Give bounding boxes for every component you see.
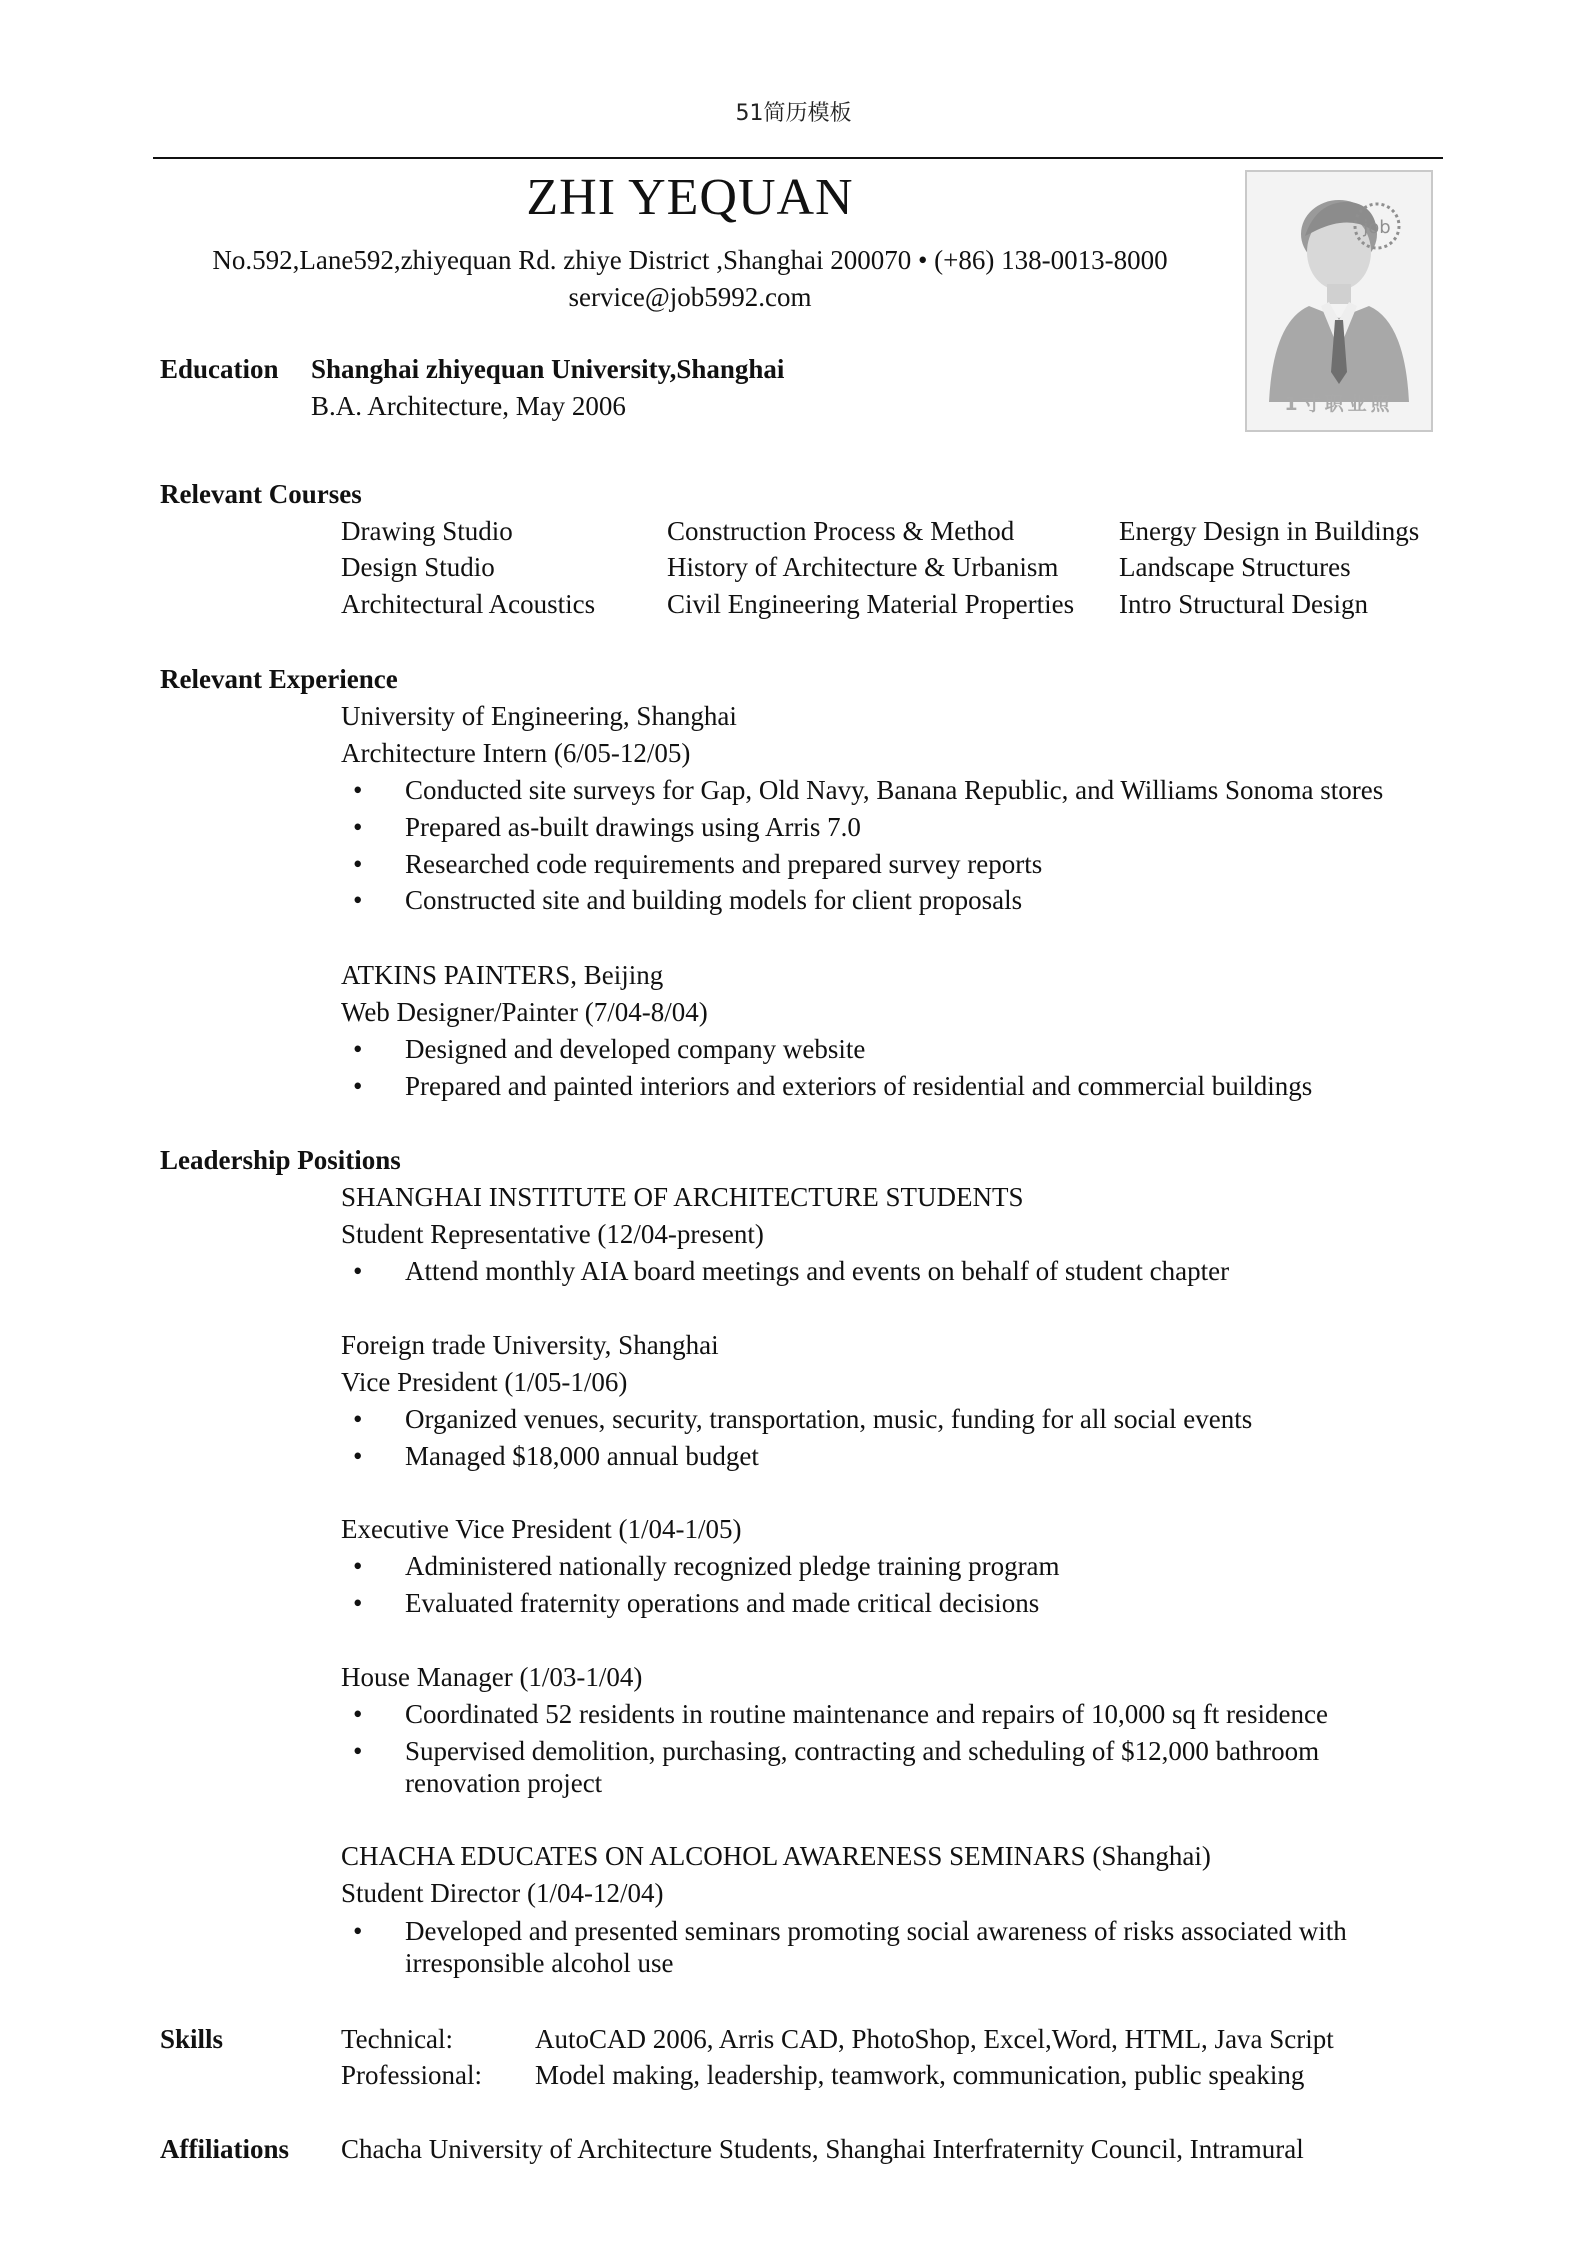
skills-technical: AutoCAD 2006, Arris CAD, PhotoShop, Excel,Word, HTML, Java Script bbox=[535, 2024, 1334, 2054]
experience-org: ATKINS PAINTERS, Beijing bbox=[341, 960, 664, 990]
leadership-org: SHANGHAI INSTITUTE OF ARCHITECTURE STUDENTS bbox=[341, 1182, 1024, 1212]
section-label-courses: Relevant Courses bbox=[160, 479, 362, 509]
section-label-skills: Skills bbox=[160, 2024, 224, 2054]
section-label-leadership: Leadership Positions bbox=[160, 1145, 401, 1175]
leadership-role: Student Representative (12/04-present) bbox=[341, 1219, 764, 1249]
candidate-name: ZHI YEQUAN bbox=[526, 169, 854, 226]
course-item: History of Architecture & Urbanism bbox=[667, 552, 1059, 582]
skills-technical-label: Technical: bbox=[341, 2024, 454, 2054]
skills-professional-label: Professional: bbox=[341, 2060, 482, 2090]
header-divider bbox=[153, 157, 1443, 159]
leadership-role: Vice President (1/05-1/06) bbox=[341, 1367, 628, 1397]
course-item: Intro Structural Design bbox=[1119, 589, 1368, 619]
section-label-experience: Relevant Experience bbox=[160, 664, 398, 694]
section-label-affiliations: Affiliations bbox=[160, 2134, 290, 2164]
course-item: Construction Process & Method bbox=[667, 516, 1015, 546]
experience-org: University of Engineering, Shanghai bbox=[341, 701, 737, 731]
leadership-org: Foreign trade University, Shanghai bbox=[341, 1330, 719, 1360]
leadership-role: Executive Vice President (1/04-1/05) bbox=[341, 1514, 742, 1544]
email-line: service@job5992.com bbox=[568, 282, 812, 312]
course-item: Drawing Studio bbox=[341, 516, 513, 546]
experience-role: Web Designer/Painter (7/04-8/04) bbox=[341, 997, 708, 1027]
contact-block bbox=[0, 242, 1380, 316]
leadership-org: CHACHA EDUCATES ON ALCOHOL AWARENESS SEMINARS (Shanghai) bbox=[341, 1841, 1211, 1871]
photo-caption: 1寸职业照 bbox=[1284, 393, 1394, 415]
course-item: Landscape Structures bbox=[1119, 552, 1351, 582]
experience-role: Architecture Intern (6/05-12/05) bbox=[341, 738, 691, 768]
leadership-role: Student Director (1/04-12/04) bbox=[341, 1878, 664, 1908]
profile-photo bbox=[1245, 170, 1433, 432]
svg-text:job: job bbox=[1363, 217, 1391, 238]
page-header: 51简历模板 bbox=[735, 101, 852, 126]
address-line: No.592,Lane592,zhiyequan Rd. zhiye District ,Shanghai 200070 • (+86) 138-0013-8000 bbox=[212, 245, 1168, 275]
leadership-role: House Manager (1/03-1/04) bbox=[341, 1662, 643, 1692]
education-school: Shanghai zhiyequan University,Shanghai bbox=[311, 354, 785, 384]
affiliations-text: Chacha University of Architecture Students, Shanghai Interfraternity Council, Intramural bbox=[341, 2134, 1304, 2164]
course-item: Civil Engineering Material Properties bbox=[667, 589, 1075, 619]
education-degree: B.A. Architecture, May 2006 bbox=[311, 391, 626, 421]
section-label-education: Education bbox=[160, 354, 279, 384]
skills-professional: Model making, leadership, teamwork, communication, public speaking bbox=[535, 2060, 1305, 2090]
course-item: Design Studio bbox=[341, 552, 495, 582]
course-item: Architectural Acoustics bbox=[341, 589, 596, 619]
course-item: Energy Design in Buildings bbox=[1119, 516, 1420, 546]
